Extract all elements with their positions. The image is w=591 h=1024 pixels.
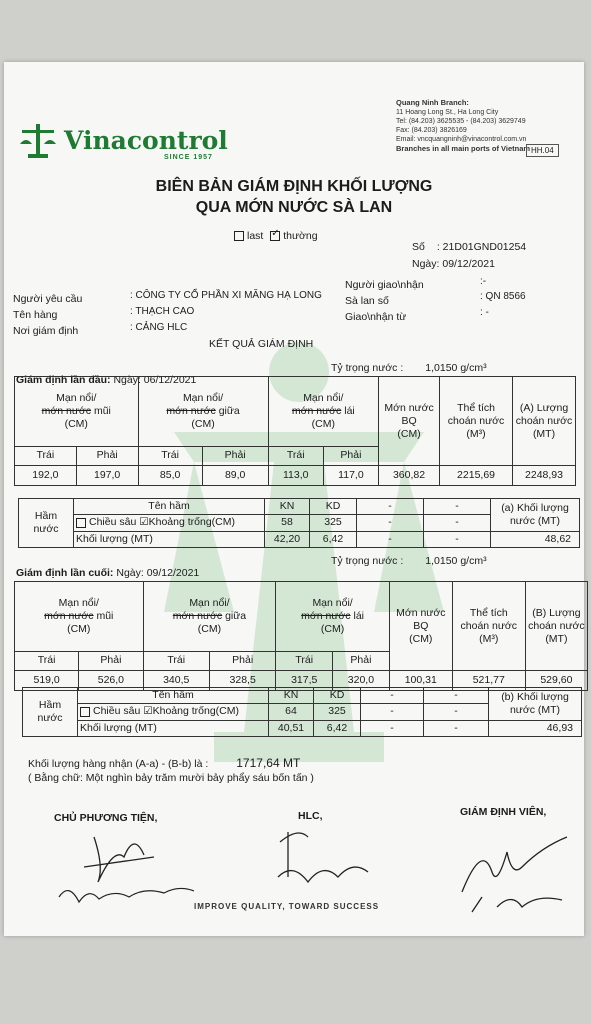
branch-email: Email: vncquangninh@vinacontrol.com.vn [396, 136, 527, 143]
sign-hlc-label: HLC, [298, 810, 323, 822]
company-slogan: IMPROVE QUALITY, TOWARD SUCCESS [194, 902, 380, 911]
goods-label: Tên hàng [13, 309, 58, 321]
results-heading: KẾT QUẢ GIÁM ĐỊNH [209, 338, 314, 350]
requester-value: : CÔNG TY CỔ PHẦN XI MĂNG HẠ LONG [130, 290, 322, 301]
sign-owner-label: CHỦ PHƯƠNG TIỆN, [54, 812, 158, 824]
form-code: HH.04 [526, 144, 559, 157]
last-draft-table: Mạn nổi/ mớn nước mũi (CM) Mạn nổi/ mớn nước giữa (CM) Mạn nổi/ mớn nước lái (CM) Mớn nước BQ (CM) Thể tích choán nước (M³) (B) Lượng choán nước (MT) Trái Phải Trái Phải Trái Phải 519,0 526,0 340,5 328,5 317,5 320,0 100,31 521,77 529,60 [14, 581, 588, 691]
last-tank-table: Hầm nước Tên hầm KN KD - - (b) Khối lượng nước (MT) Chiều sâu ☑Khoảng trống(CM) 64 325 - - Khối lượng (MT) 40,51 6,42 - - 46,93 [22, 687, 582, 737]
requester-label: Người yêu cầu [13, 293, 83, 305]
first-values-row: 192,0 197,0 85,0 89,0 113,0 117,0 360,82 2215,69 2248,93 [15, 466, 576, 486]
brand-name: Vinacontrol [64, 126, 228, 155]
branch-note: Branches in all main ports of Vietnam [396, 144, 531, 153]
place-label: Nơi giám định [13, 325, 79, 337]
last-values-row: 519,0 526,0 340,5 328,5 317,5 320,0 100,31 521,77 529,60 [15, 671, 588, 691]
type-options: last ✓ thường [234, 230, 318, 242]
branch-fax: Fax: (84.203) 3826169 [396, 127, 467, 134]
vinacontrol-scale-icon [18, 122, 58, 160]
last-density: Tỷ trọng nước : 1,0150 g/cm³ [331, 555, 487, 567]
owner-signature [54, 827, 214, 917]
brand-since: SINCE 1957 [164, 154, 213, 161]
doc-number: Số : 21D01GND01254 [412, 241, 527, 253]
barge-value: : QN 8566 [480, 291, 526, 302]
weight-in-words: ( Bằng chữ: Một nghìn bảy trăm mười bảy phẩy sáu bốn tấn ) [28, 772, 314, 784]
first-survey-heading: Giám định lần đầu: Ngày: 06/12/2021 [16, 374, 197, 386]
doc-title-line2: QUA MỚN NƯỚC SÀ LAN [195, 199, 393, 216]
goods-value: : THẠCH CAO [130, 306, 195, 317]
document-sheet [4, 62, 584, 936]
hlc-signature [268, 822, 388, 892]
barge-label: Sà lan số [345, 295, 389, 307]
first-draft-table: Mạn nổi/ mớn nước mũi (CM) Mạn nổi/ mớn nước giữa (CM) Mạn nổi/ mớn nước lái (CM) Mớn nước BQ (CM) Thể tích choán nước (M³) (A) Lượng choán nước (MT) Trái Phải Trái Phải Trái Phải 192,0 197,0 85,0 89,0 113,0 117,0 360,82 2215,69 2248,93 [14, 376, 576, 486]
surveyor-signature [452, 832, 582, 922]
doc-date: Ngày: 09/12/2021 [412, 258, 495, 270]
col-trai: Trái [15, 446, 77, 466]
deliverer-value: :- [480, 276, 487, 287]
col-phai: Phải [76, 446, 138, 466]
first-tank-table: Hầm nước Tên hầm KN KD - - (a) Khối lượng nước (MT) Chiều sâu ☑Khoảng trống(CM) 58 325 - - Khối lượng (MT) 42,20 6,42 - - 48,62 [18, 498, 580, 548]
last-survey-heading: Giám định lần cuối: Ngày: 09/12/2021 [16, 567, 200, 579]
sign-surveyor-label: GIÁM ĐỊNH VIÊN, [460, 806, 547, 818]
place-value: : CẢNG HLC [130, 322, 188, 333]
branch-address: 11 Hoang Long St., Ha Long City [396, 109, 499, 116]
branch-title: Quang Ninh Branch: [396, 98, 469, 107]
checkbox-last [234, 231, 244, 241]
from-label: Giao\nhận từ [345, 311, 407, 323]
received-weight: Khối lượng hàng nhận (A-a) - (B-b) là : 1717,64 MT [28, 756, 301, 770]
from-value: : - [480, 307, 489, 318]
first-density: Tỷ trọng nước : 1,0150 g/cm³ [331, 362, 487, 374]
deliverer-label: Người giao\nhận [345, 279, 424, 291]
branch-tel: Tel: (84.203) 3625535 - (84.203) 3629749 [396, 118, 526, 125]
doc-title-line1: BIÊN BẢN GIÁM ĐỊNH KHỐI LƯỢNG [155, 178, 433, 195]
branch-info [396, 98, 530, 154]
checkbox-thuong [270, 231, 280, 241]
